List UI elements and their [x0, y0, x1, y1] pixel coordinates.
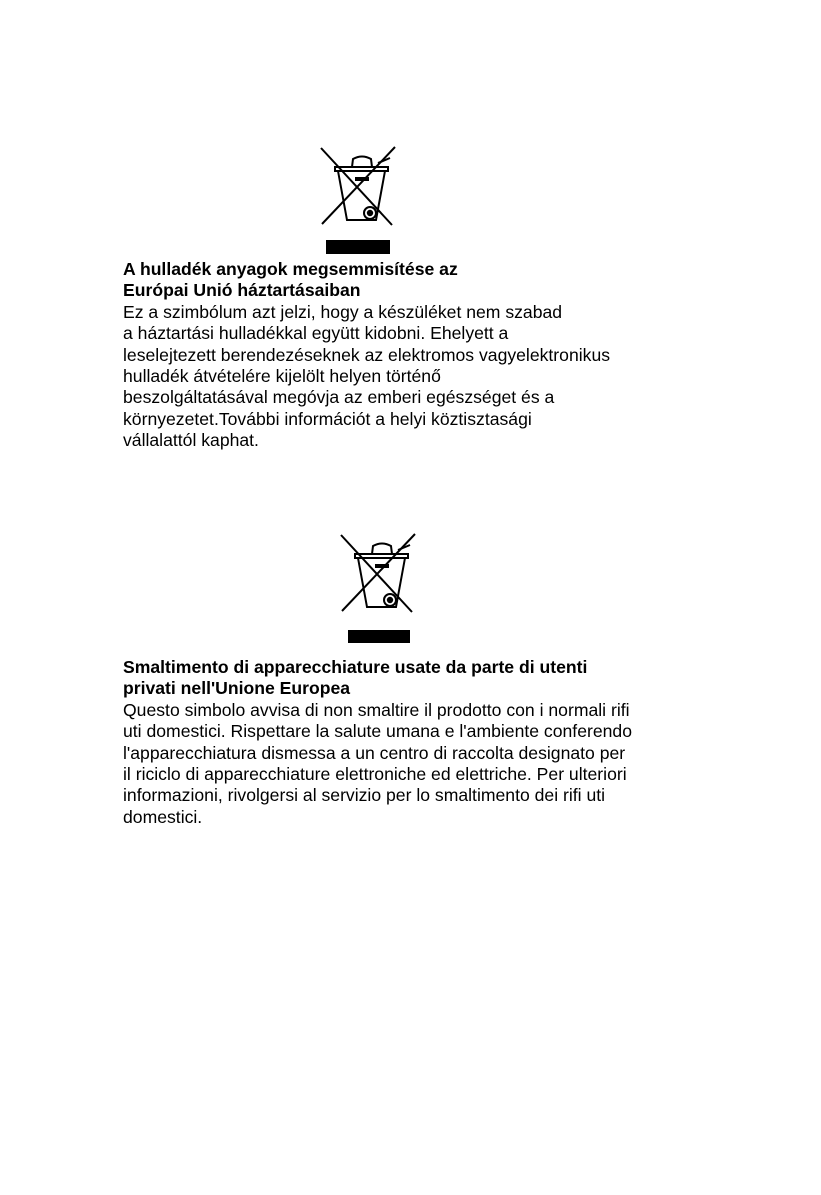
heading-line: Smaltimento di apparecchiature usate da parte di utenti	[123, 657, 588, 677]
section-italian	[123, 657, 632, 828]
section-hungarian	[123, 259, 610, 452]
body-line: informazioni, rivolgersi al servizio per lo smaltimento dei rifi uti	[123, 785, 606, 806]
weee-bin-icon	[338, 530, 422, 644]
heading-line: privati nell'Unione Europea	[123, 678, 351, 699]
body-line: környezetet.További információt a helyi köztisztasági	[123, 408, 532, 429]
body-line: vállalattól kaphat.	[123, 430, 259, 451]
weee-crossed-bin-icon	[318, 143, 402, 255]
body-line: l'apparecchiatura dismessa a un centro di raccolta designato per	[123, 742, 626, 763]
body-line: Ez a szimbólum azt jelzi, hogy a készüléket nem szabad	[123, 301, 563, 322]
weee-crossed-bin-icon	[338, 530, 422, 644]
heading-line: A hulladék anyagok megsemmisítése az	[123, 259, 458, 279]
weee-bin-icon	[318, 143, 402, 255]
body-line: a háztartási hulladékkal együtt kidobni. Ehelyett a	[123, 323, 509, 344]
heading-line: Európai Unió háztartásaiban	[123, 280, 361, 301]
body-line: leselejtezett berendezéseknek az elektromos vagyelektronikus	[123, 344, 611, 365]
body-line: uti domestici. Rispettare la salute umana e l'ambiente conferendo	[123, 721, 632, 742]
body-line: il riciclo di apparecchiature elettroniche ed elettriche. Per ulteriori	[123, 764, 627, 785]
body-line: hulladék átvételére kijelölt helyen történő	[123, 366, 441, 387]
body-line: beszolgáltatásával megóvja az emberi egészséget és a	[123, 387, 555, 408]
body-line: Questo simbolo avvisa di non smaltire il prodotto con i normali rifi	[123, 699, 630, 720]
body-line: domestici.	[123, 806, 203, 827]
